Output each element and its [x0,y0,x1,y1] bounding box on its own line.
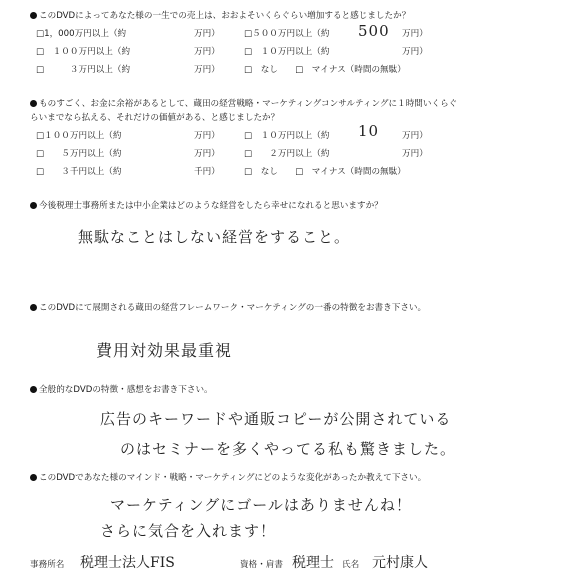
q5-handwritten-answer-line-1: 広告のキーワードや通販コピーが公開されている [100,410,452,428]
q6-handwritten-answer-line-2: さらに気合を入れます！ [100,522,277,540]
name-label: 氏名 [342,560,360,570]
option-label: □ なし □ マイナス（時間の無駄） [244,65,406,75]
option-unit: 万円） [194,29,220,39]
option-label: □ ３万円以上（約 [36,65,131,75]
bullet-icon [30,100,37,107]
bullet-icon [30,386,37,393]
option-label: □ １０万円以上（約 [244,131,330,141]
q1-handwritten-answer: 500 [358,22,390,40]
question-2-cont [30,112,279,124]
option-label: □ １００万円以上（約 [36,47,131,57]
question-4 [30,302,426,314]
question-2 [30,98,457,110]
question-5 [30,384,213,396]
option-unit: 万円） [402,47,428,57]
option-unit: 万円） [402,149,428,159]
option-label: □ １０万円以上（約 [244,47,330,57]
question-6 [30,472,426,484]
q6-handwritten-answer-line-1: マーケティングにゴールはありませんね！ [110,496,412,514]
option-unit: 万円） [402,29,428,39]
office-name-value: 税理士法人FIS [80,555,175,571]
bullet-icon [30,474,37,481]
question-1-text: このDVDによってあなた様の一生での売上は、おおよそいくらぐらい増加すると感じましたか？ [39,11,411,21]
q3-handwritten-answer: 無駄なことはしない経営をすること。 [78,228,351,246]
option-label: □５００万円以上（約 [244,29,330,39]
question-3 [30,200,383,212]
question-1 [30,10,410,22]
question-2-line-1: ものすごく、お金に余裕があるとして、蔵田の経営戦略・マーケティングコンサルティングに１時間いくらぐ [39,99,458,109]
option-label: □１００万円以上（約 [36,131,122,141]
option-label: □ ５万円以上（約 [36,149,122,159]
question-5-text: 全般的なDVDの特徴・感想をお書き下さい。 [39,385,213,395]
question-4-text: このDVDにて展開される蔵田の経営フレームワーク・マーケティングの一番の特徴をお書き下さい。 [39,303,427,313]
option-label: □ ３千円以上（約 [36,167,122,177]
option-unit: 万円） [194,131,220,141]
office-name-label: 事務所名 [30,560,65,570]
option-unit: 万円） [194,149,220,159]
option-unit: 万円） [402,131,428,141]
option-unit: 千円） [194,167,220,177]
option-label: □ なし □ マイナス（時間の無駄） [244,167,406,177]
title-value: 税理士 [292,555,334,571]
q2-handwritten-answer: 10 [358,122,380,140]
bullet-icon [30,12,37,19]
title-label: 資格・肩書 [240,560,283,570]
question-6-text: このDVDであなた様のマインド・戦略・マーケティングにどのような変化があったか教えて下さい。 [39,473,427,483]
q4-handwritten-answer: 費用対効果最重視 [96,341,233,360]
option-label: □1，000万円以上（約 [36,29,127,39]
question-3-text: 今後税理士事務所または中小企業はどのような経営をしたら幸せになれると思いますか？ [39,201,383,211]
bullet-icon [30,304,37,311]
q5-handwritten-answer-line-2: のはセミナーを多くやってる私も驚きました。 [120,440,457,458]
option-unit: 万円） [194,65,220,75]
bullet-icon [30,202,37,209]
question-2-line-2: らいまでなら払える、それだけの価値がある、と感じましたか？ [30,113,280,123]
name-value: 元村康人 [372,555,428,571]
option-label: □ ２万円以上（約 [244,149,330,159]
option-unit: 万円） [194,47,220,57]
